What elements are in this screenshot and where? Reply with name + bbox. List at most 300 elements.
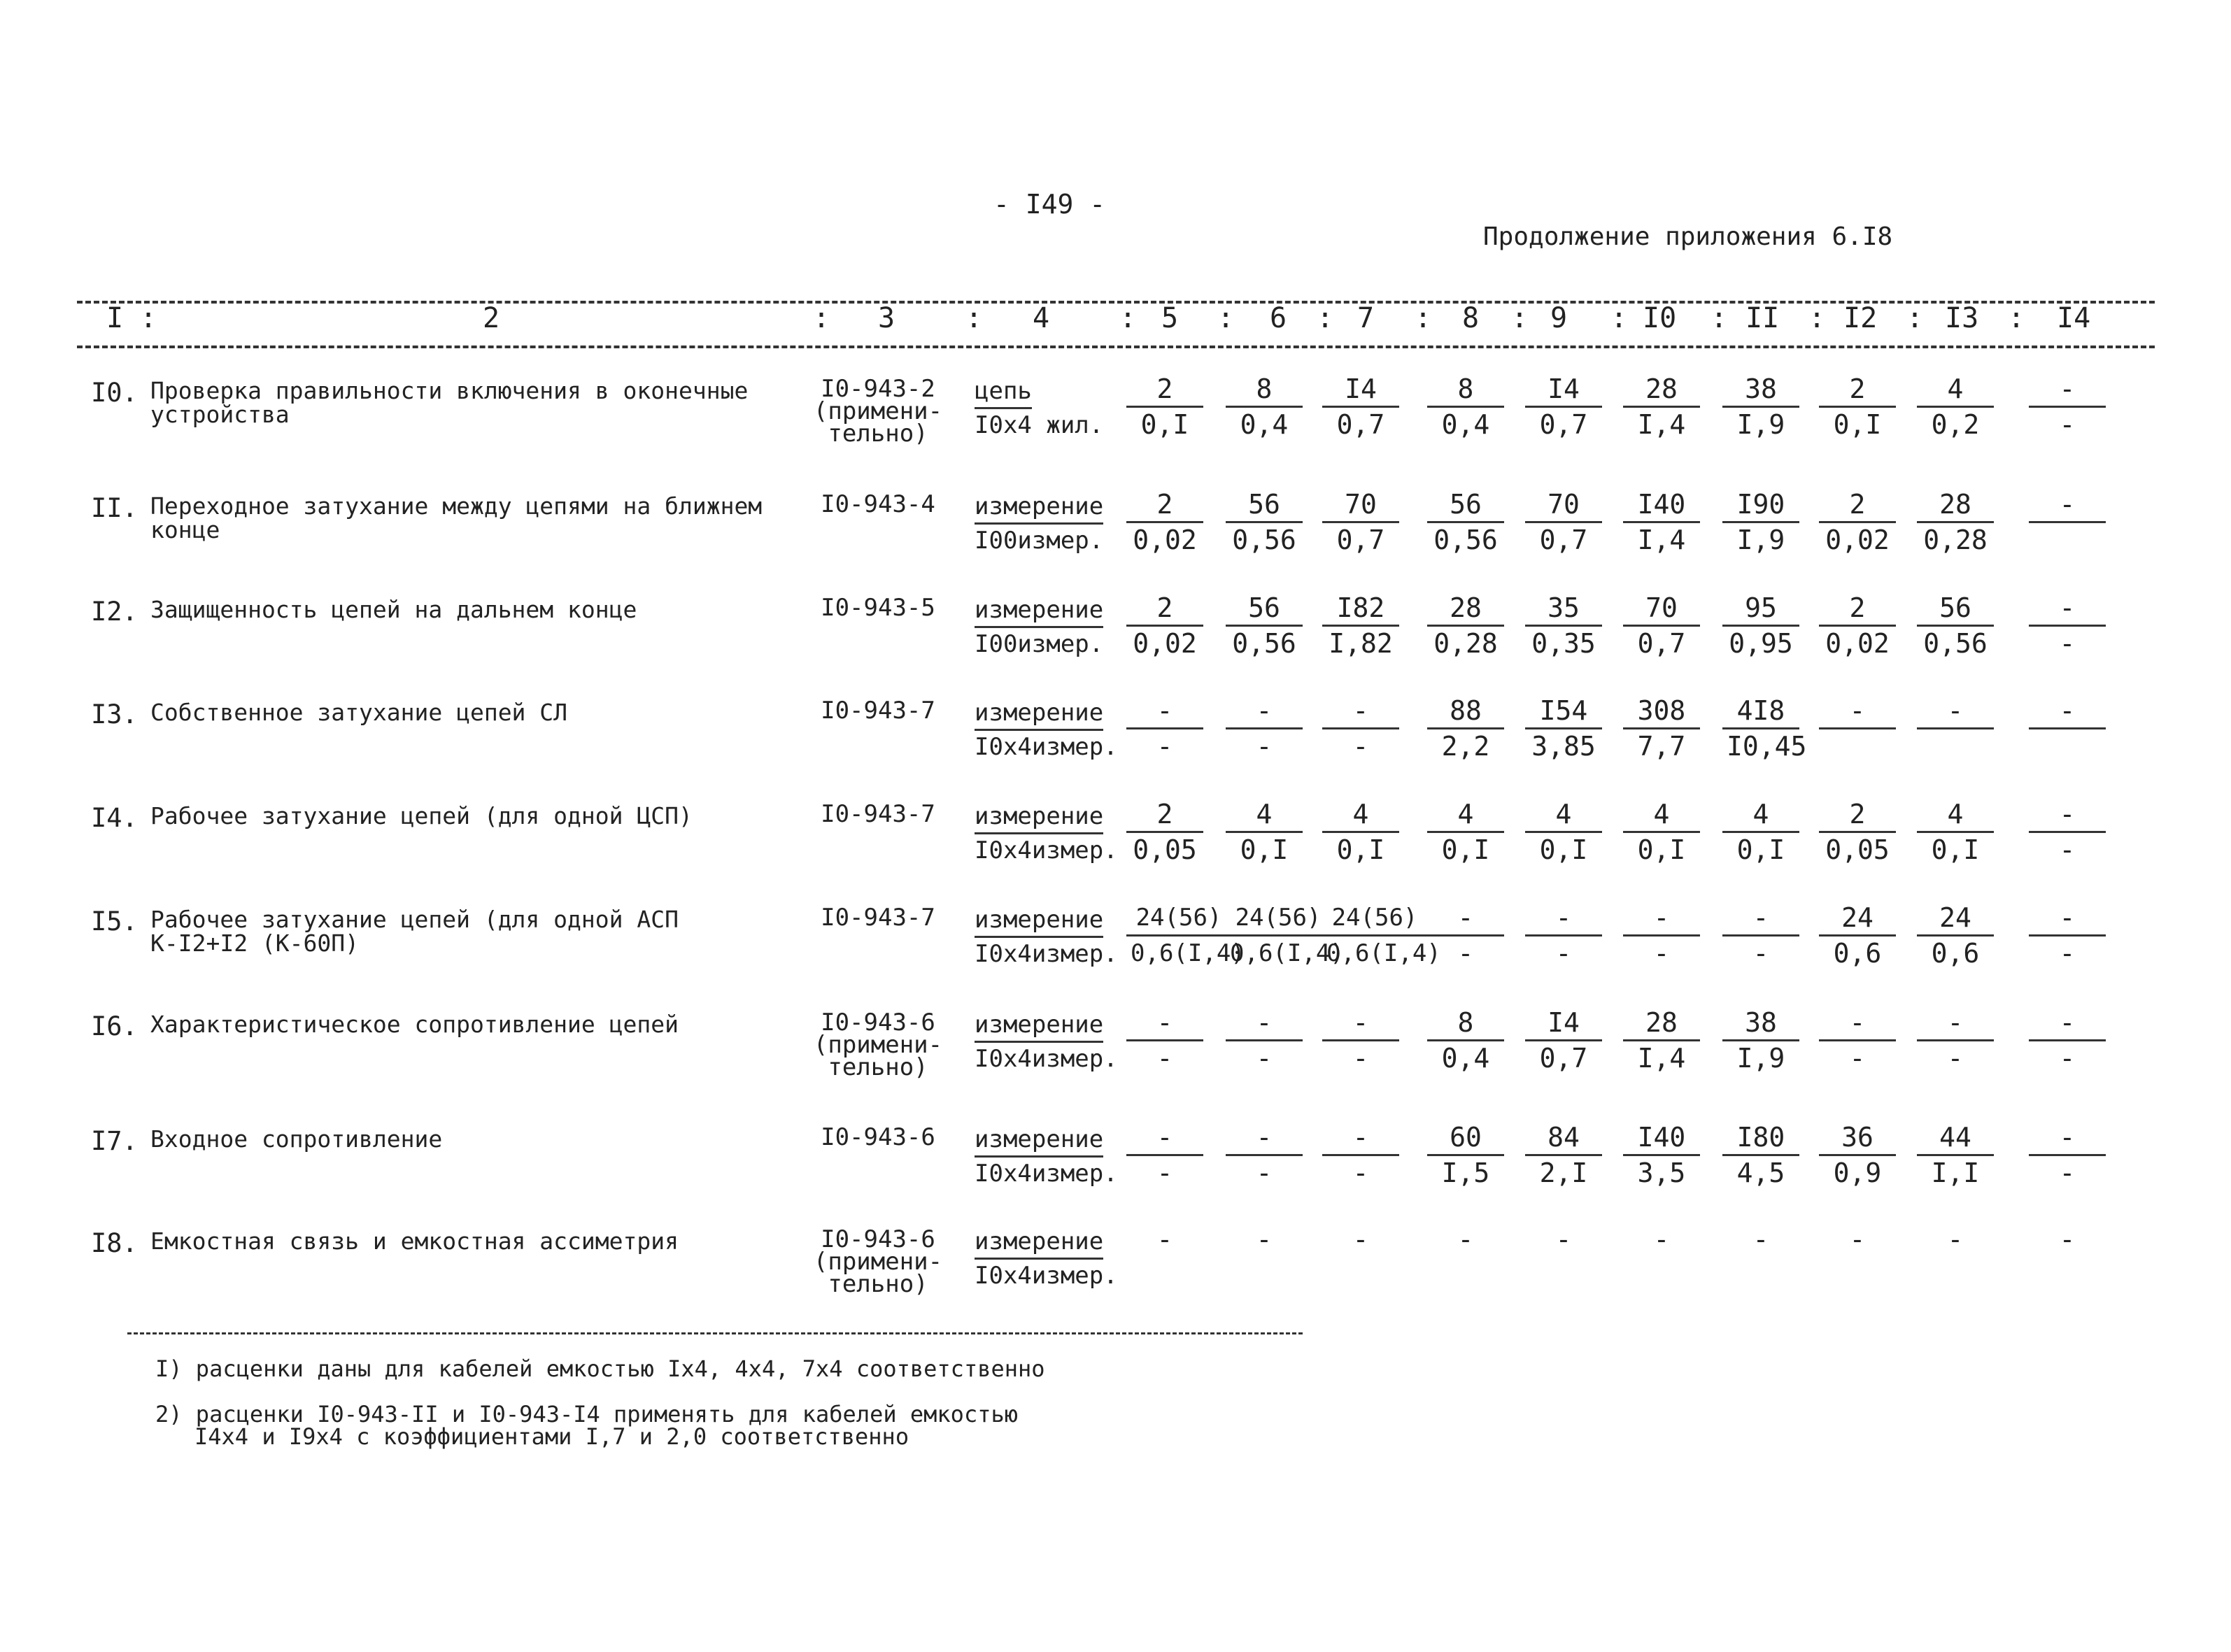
cell-v6: [1226, 1122, 1303, 1188]
cell-v8: [1427, 1224, 1504, 1256]
row-code: [798, 1123, 958, 1151]
cell-v14: [2029, 695, 2106, 729]
unit-numerator: измерение: [975, 1225, 1103, 1260]
col-sep: :: [1415, 302, 1432, 334]
cell-v10: [1623, 902, 1700, 969]
row-description-line-1: Собственное затухание цепей СЛ: [150, 699, 568, 726]
cell-v11-denominator: I,9: [1736, 1043, 1785, 1074]
cell-v7-denominator: 0,I: [1336, 834, 1385, 865]
cell-v12: [1819, 1122, 1896, 1188]
row-code-line-1: I0-943-6: [821, 1123, 935, 1151]
row-description: [150, 494, 762, 542]
cell-v13: [1917, 373, 1994, 440]
col-header-5: 5: [1161, 302, 1179, 334]
footnote-2-line-1: 2) расценки I0-943-II и I0-943-I4 применять для кабелей емкостью: [155, 1401, 1018, 1427]
cell-v12: [1819, 695, 1896, 729]
cell-v9-denominator: 0,7: [1539, 1043, 1588, 1074]
cell-v11: [1722, 1007, 1799, 1074]
cell-v5: [1126, 799, 1203, 865]
cell-v14-numerator: -: [2059, 1224, 2076, 1255]
col-header-4: 4: [1033, 302, 1050, 334]
footnote-2-line-2: I4х4 и I9х4 с коэффициентами I,7 и 2,0 соответственно: [194, 1423, 909, 1450]
col-header-13: I3: [1945, 302, 1979, 334]
unit-denominator: I0х4измер.: [975, 733, 1118, 761]
cell-v7: [1322, 373, 1399, 440]
cell-v9-numerator: -: [1525, 902, 1602, 937]
row-unit: [975, 800, 1118, 867]
cell-v5: [1126, 373, 1203, 440]
cell-v8-numerator: 88: [1427, 695, 1504, 729]
cell-v12: [1819, 592, 1896, 659]
cell-v14: [2029, 799, 2106, 865]
cell-v10: [1623, 1122, 1700, 1188]
cell-v5: [1126, 489, 1203, 555]
row-number: I0.: [91, 378, 138, 408]
row-code: [798, 490, 958, 518]
cell-v11-denominator: 0,95: [1729, 628, 1793, 659]
cell-v12-denominator: 0,02: [1825, 525, 1890, 555]
row-number: I4.: [91, 803, 138, 833]
row-code-line-1: I0-943-5: [821, 594, 935, 622]
row-code-line-1: I0-943-4: [821, 490, 935, 518]
cell-v6-numerator: -: [1226, 695, 1303, 729]
footnote-rule: [127, 1332, 1303, 1334]
row-description: [150, 379, 748, 427]
cell-v10-denominator: I,4: [1637, 409, 1686, 440]
unit-numerator: измерение: [975, 490, 1103, 525]
cell-v12-numerator: 36: [1819, 1122, 1896, 1156]
row-number: I6.: [91, 1011, 138, 1041]
cell-v14: [2029, 1007, 2106, 1074]
cell-v12-denominator: 0,05: [1825, 834, 1890, 865]
cell-v13-numerator: 24: [1917, 902, 1994, 937]
cell-v11-numerator: I90: [1722, 489, 1799, 523]
cell-v11: [1722, 489, 1799, 555]
cell-v14-denominator: -: [2059, 938, 2076, 969]
row-code-line-1: I0-943-7: [821, 904, 935, 932]
row-description-line-1: Защищенность цепей на дальнем конце: [150, 596, 637, 623]
cell-v7-numerator: I82: [1322, 592, 1399, 627]
row-unit: [975, 594, 1103, 660]
cell-v8: [1427, 1007, 1504, 1074]
cell-v14-denominator: -: [2059, 409, 2076, 440]
cell-v9-denominator: 3,85: [1531, 731, 1596, 762]
unit-numerator: измерение: [975, 697, 1103, 731]
row-description-line-1: Переходное затухание между цепями на ближнем: [150, 492, 763, 520]
cell-v14: [2029, 373, 2106, 440]
cell-v6-numerator: -: [1226, 1122, 1303, 1156]
cell-v5-denominator: 0,02: [1133, 525, 1197, 555]
cell-v10-numerator: -: [1653, 1224, 1670, 1255]
unit-denominator: I0х4измер.: [975, 940, 1118, 968]
col-header-3: 3: [878, 302, 895, 334]
cell-v5-denominator: -: [1156, 731, 1173, 762]
cell-v14-denominator: -: [2059, 1043, 2076, 1074]
cell-v10-denominator: I,4: [1637, 1043, 1686, 1074]
cell-v6-numerator: 4: [1226, 799, 1303, 833]
cell-v8: [1427, 799, 1504, 865]
cell-v9-numerator: I54: [1525, 695, 1602, 729]
cell-v10-numerator: 28: [1623, 1007, 1700, 1041]
cell-v10-numerator: 28: [1623, 373, 1700, 408]
row-code: [798, 594, 958, 622]
unit-numerator: измерение: [975, 1123, 1103, 1158]
cell-v14-numerator: -: [2029, 373, 2106, 408]
cell-v14: [2029, 1122, 2106, 1188]
cell-v5: [1126, 902, 1245, 969]
unit-numerator: измерение: [975, 1009, 1103, 1043]
row-number: I2.: [91, 597, 138, 627]
row-code: [798, 375, 958, 448]
cell-v5-denominator: -: [1156, 1158, 1173, 1188]
row-description: [150, 1013, 679, 1037]
cell-v14-numerator: -: [2029, 1122, 2106, 1156]
cell-v12-denominator: 0,I: [1833, 409, 1882, 440]
col-sep: :: [1610, 302, 1628, 334]
cell-v7-denominator: I,82: [1329, 628, 1393, 659]
cell-v5-denominator: 0,6(I,4): [1131, 939, 1245, 967]
cell-v5-numerator: -: [1126, 1007, 1203, 1041]
cell-v11-numerator: 4: [1722, 799, 1799, 833]
cell-v14-numerator: -: [2029, 489, 2106, 523]
cell-v9-denominator: 2,I: [1539, 1158, 1588, 1188]
unit-denominator: I00измер.: [975, 527, 1104, 555]
cell-v9-numerator: 84: [1525, 1122, 1602, 1156]
cell-v8-denominator: 0,4: [1441, 1043, 1490, 1074]
row-unit: [975, 1123, 1118, 1190]
cell-v8-denominator: 0,56: [1433, 525, 1498, 555]
cell-v10: [1623, 695, 1700, 762]
row-number: I8.: [91, 1228, 138, 1258]
cell-v12-numerator: -: [1819, 695, 1896, 729]
cell-v9-denominator: 0,7: [1539, 525, 1588, 555]
cell-v8-numerator: -: [1457, 1224, 1474, 1255]
cell-v9-numerator: 35: [1525, 592, 1602, 627]
row-code-line-1: I0-943-6: [821, 1225, 935, 1253]
cell-v13: [1917, 489, 1994, 555]
cell-v10-denominator: I,4: [1637, 525, 1686, 555]
cell-v14-denominator: -: [2059, 628, 2076, 659]
col-header-1: I: [106, 302, 124, 334]
cell-v11-numerator: 4I8: [1722, 695, 1799, 729]
cell-v9: [1525, 695, 1602, 762]
cell-v11-denominator: I0,45: [1727, 731, 1807, 762]
cell-v10-numerator: 308: [1623, 695, 1700, 729]
cell-v8-numerator: -: [1427, 902, 1504, 937]
col-sep: :: [1808, 302, 1826, 334]
cell-v6-denominator: -: [1256, 731, 1273, 762]
row-code-line-2: (примени-: [813, 397, 943, 425]
cell-v5: [1126, 1122, 1203, 1188]
cell-v6-denominator: 0,I: [1240, 834, 1289, 865]
cell-v14: [2029, 1224, 2106, 1256]
cell-v13: [1917, 1122, 1994, 1188]
row-code-line-2: (примени-: [813, 1248, 943, 1276]
row-code: [798, 904, 958, 932]
cell-v6: [1226, 1007, 1303, 1074]
unit-denominator: I0х4измер.: [975, 1045, 1118, 1073]
cell-v7: [1322, 1224, 1399, 1256]
row-unit: [975, 697, 1118, 763]
cell-v9-numerator: -: [1555, 1224, 1572, 1255]
cell-v6-denominator: 0,6(I,4): [1230, 939, 1345, 967]
cell-v13-denominator: 0,2: [1931, 409, 1980, 440]
cell-v5-denominator: 0,I: [1140, 409, 1189, 440]
cell-v6: [1226, 695, 1303, 762]
col-sep: :: [1119, 302, 1137, 334]
cell-v12: [1819, 489, 1896, 555]
col-header-8: 8: [1462, 302, 1480, 334]
cell-v11-numerator: 38: [1722, 1007, 1799, 1041]
cell-v7-denominator: 0,7: [1336, 525, 1385, 555]
cell-v12-numerator: 2: [1819, 373, 1896, 408]
cell-v14: [2029, 489, 2106, 523]
cell-v6-numerator: 56: [1226, 489, 1303, 523]
col-sep: :: [1217, 302, 1235, 334]
cell-v12: [1819, 902, 1896, 969]
col-sep: :: [140, 302, 157, 334]
cell-v7-numerator: I4: [1322, 373, 1399, 408]
cell-v6-denominator: 0,56: [1232, 628, 1296, 659]
cell-v6: [1226, 592, 1303, 659]
cell-v6-numerator: -: [1256, 1224, 1273, 1255]
cell-v10-numerator: 4: [1623, 799, 1700, 833]
cell-v8-denominator: -: [1457, 938, 1474, 969]
cell-v11-denominator: 0,I: [1736, 834, 1785, 865]
cell-v12: [1819, 373, 1896, 440]
cell-v9-numerator: I4: [1525, 1007, 1602, 1041]
cell-v13: [1917, 1007, 1994, 1074]
row-description-line-2: устройства: [150, 401, 290, 428]
cell-v7-numerator: -: [1322, 1007, 1399, 1041]
cell-v7-denominator: -: [1352, 1043, 1369, 1074]
cell-v8-denominator: 0,28: [1433, 628, 1498, 659]
cell-v10: [1623, 489, 1700, 555]
cell-v9-numerator: I4: [1525, 373, 1602, 408]
cell-v11-numerator: 38: [1722, 373, 1799, 408]
cell-v14-numerator: -: [2029, 695, 2106, 729]
cell-v14-denominator: -: [2059, 834, 2076, 865]
row-code-line-1: I0-943-7: [821, 800, 935, 828]
cell-v12-denominator: 0,02: [1825, 628, 1890, 659]
cell-v14: [2029, 592, 2106, 659]
cell-v10-numerator: I40: [1623, 1122, 1700, 1156]
unit-denominator: I0х4 жил.: [975, 411, 1104, 439]
cell-v13-denominator: 0,I: [1931, 834, 1980, 865]
col-header-9: 9: [1550, 302, 1568, 334]
col-sep: :: [2008, 302, 2025, 334]
cell-v12-denominator: 0,9: [1833, 1158, 1882, 1188]
row-code: [798, 1225, 958, 1298]
cell-v6-numerator: -: [1226, 1007, 1303, 1041]
cell-v8-numerator: 4: [1427, 799, 1504, 833]
cell-v9: [1525, 1122, 1602, 1188]
cell-v8-numerator: 60: [1427, 1122, 1504, 1156]
cell-v7: [1322, 695, 1399, 762]
cell-v11-denominator: I,9: [1736, 409, 1785, 440]
col-header-12: I2: [1843, 302, 1878, 334]
cell-v9: [1525, 592, 1602, 659]
col-sep: :: [1511, 302, 1529, 334]
cell-v7: [1322, 489, 1399, 555]
cell-v7: [1322, 902, 1441, 969]
cell-v13-numerator: -: [1917, 695, 1994, 729]
row-code-line-2: (примени-: [813, 1031, 943, 1059]
cell-v8-denominator: 0,I: [1441, 834, 1490, 865]
cell-v12-numerator: -: [1849, 1224, 1866, 1255]
cell-v5-numerator: 2: [1126, 489, 1203, 523]
row-description: [150, 598, 637, 622]
cell-v8: [1427, 489, 1504, 555]
row-code-line-3: тельно): [828, 420, 928, 448]
cell-v6-numerator: 24(56): [1226, 902, 1331, 937]
header-bottom-rule: [77, 346, 2155, 348]
unit-denominator: I00измер.: [975, 630, 1104, 658]
row-unit: [975, 904, 1118, 970]
cell-v8: [1427, 902, 1504, 969]
cell-v5-numerator: -: [1126, 1122, 1203, 1156]
cell-v9: [1525, 1224, 1602, 1256]
cell-v13-denominator: I,I: [1931, 1158, 1980, 1188]
cell-v8: [1427, 592, 1504, 659]
cell-v6-denominator: -: [1256, 1043, 1273, 1074]
cell-v12-denominator: -: [1849, 1043, 1866, 1074]
row-description-line-1: Рабочее затухание цепей (для одной ЦСП): [150, 802, 693, 829]
cell-v11: [1722, 592, 1799, 659]
col-sep: :: [1711, 302, 1728, 334]
cell-v10-denominator: 3,5: [1637, 1158, 1686, 1188]
cell-v13-denominator: -: [1947, 1043, 1964, 1074]
cell-v14: [2029, 902, 2106, 969]
unit-denominator: I0х4измер.: [975, 1262, 1118, 1290]
cell-v7-denominator: -: [1352, 731, 1369, 762]
cell-v13: [1917, 592, 1994, 659]
cell-v11: [1722, 1224, 1799, 1256]
cell-v13-denominator: 0,6: [1931, 938, 1980, 969]
cell-v14-numerator: -: [2029, 902, 2106, 937]
col-header-6: 6: [1270, 302, 1287, 334]
cell-v9: [1525, 1007, 1602, 1074]
cell-v10-denominator: 0,7: [1637, 628, 1686, 659]
row-code-line-1: I0-943-2: [821, 375, 935, 403]
row-code-line-1: I0-943-7: [821, 697, 935, 725]
row-description: [150, 1127, 442, 1151]
cell-v5: [1126, 592, 1203, 659]
cell-v8: [1427, 695, 1504, 762]
cell-v13-numerator: 4: [1917, 373, 1994, 408]
cell-v13-numerator: -: [1917, 1007, 1994, 1041]
cell-v12-numerator: -: [1819, 1007, 1896, 1041]
footnote-1: I) расценки даны для кабелей емкостью Iх4, 4х4, 7х4 соответственно: [155, 1355, 1045, 1382]
cell-v6: [1226, 373, 1303, 440]
row-code-line-1: I0-943-6: [821, 1009, 935, 1037]
cell-v10-denominator: -: [1653, 938, 1670, 969]
cell-v9: [1525, 902, 1602, 969]
cell-v7-denominator: 0,7: [1336, 409, 1385, 440]
row-unit: [975, 1225, 1118, 1292]
cell-v9: [1525, 373, 1602, 440]
row-code-line-3: тельно): [828, 1270, 928, 1298]
cell-v9-numerator: 70: [1525, 489, 1602, 523]
cell-v9-denominator: 0,I: [1539, 834, 1588, 865]
cell-v6-denominator: 0,56: [1232, 525, 1296, 555]
cell-v13: [1917, 799, 1994, 865]
row-description-line-2: конце: [150, 516, 220, 543]
cell-v13-numerator: -: [1947, 1224, 1964, 1255]
cell-v13-denominator: 0,56: [1923, 628, 1988, 659]
col-sep: :: [1317, 302, 1334, 334]
cell-v13: [1917, 695, 1994, 729]
cell-v12-numerator: 24: [1819, 902, 1896, 937]
cell-v10: [1623, 1224, 1700, 1256]
cell-v5-numerator: 2: [1126, 373, 1203, 408]
cell-v14-numerator: -: [2029, 1007, 2106, 1041]
cell-v11: [1722, 373, 1799, 440]
cell-v10: [1623, 373, 1700, 440]
cell-v9-denominator: 0,35: [1531, 628, 1596, 659]
cell-v11: [1722, 1122, 1799, 1188]
cell-v11-numerator: -: [1752, 1224, 1769, 1255]
cell-v7-denominator: -: [1352, 1158, 1369, 1188]
unit-numerator: цепь: [975, 375, 1032, 409]
cell-v5-numerator: -: [1126, 695, 1203, 729]
row-description-line-1: Характеристическое сопротивление цепей: [150, 1011, 679, 1038]
row-number: I5.: [91, 906, 138, 937]
row-code: [798, 800, 958, 828]
cell-v13-numerator: 28: [1917, 489, 1994, 523]
row-code: [798, 697, 958, 725]
row-description: [150, 804, 693, 828]
cell-v8: [1427, 373, 1504, 440]
row-description-line-2: К-I2+I2 (К-60П): [150, 930, 360, 957]
row-description: [150, 701, 567, 725]
cell-v5: [1126, 695, 1203, 762]
continuation-title: Продолжение приложения 6.I8: [1483, 222, 1893, 251]
cell-v11-numerator: -: [1722, 902, 1799, 937]
cell-v7: [1322, 592, 1399, 659]
cell-v6: [1226, 799, 1303, 865]
cell-v10: [1623, 1007, 1700, 1074]
cell-v11: [1722, 799, 1799, 865]
cell-v9: [1525, 799, 1602, 865]
cell-v7: [1322, 799, 1399, 865]
row-description-line-1: Емкостная связь и емкостная ассиметрия: [150, 1227, 679, 1255]
cell-v10-numerator: 70: [1623, 592, 1700, 627]
cell-v7: [1322, 1122, 1399, 1188]
cell-v7: [1322, 1007, 1399, 1074]
col-sep: :: [1906, 302, 1924, 334]
cell-v7-numerator: 4: [1322, 799, 1399, 833]
unit-numerator: измерение: [975, 904, 1103, 938]
cell-v9-denominator: 0,7: [1539, 409, 1588, 440]
cell-v13: [1917, 902, 1994, 969]
cell-v6-denominator: 0,4: [1240, 409, 1289, 440]
cell-v12-denominator: 0,6: [1833, 938, 1882, 969]
cell-v7-numerator: -: [1322, 695, 1399, 729]
page-number: - I49 -: [993, 189, 1106, 220]
cell-v7-numerator: -: [1322, 1122, 1399, 1156]
cell-v12: [1819, 1007, 1896, 1074]
cell-v11-denominator: -: [1752, 938, 1769, 969]
cell-v10-denominator: 0,I: [1637, 834, 1686, 865]
col-header-2: 2: [483, 302, 500, 334]
cell-v8: [1427, 1122, 1504, 1188]
cell-v6-numerator: 56: [1226, 592, 1303, 627]
row-number: I7.: [91, 1126, 138, 1156]
cell-v13-numerator: 56: [1917, 592, 1994, 627]
cell-v11: [1722, 902, 1799, 969]
cell-v12: [1819, 799, 1896, 865]
